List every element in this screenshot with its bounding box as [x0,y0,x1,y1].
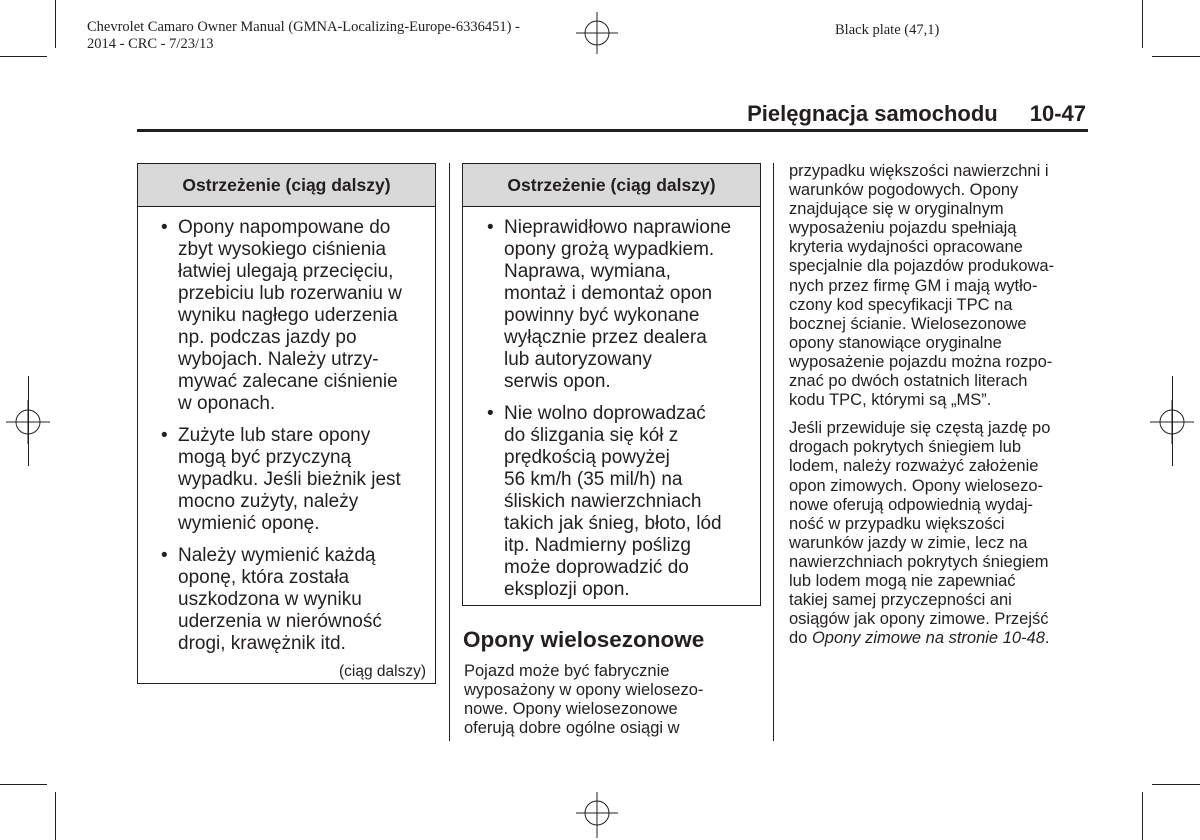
column-divider [449,163,450,741]
print-header-line-2: 2014 - CRC - 7/23/13 [87,36,214,52]
warning-list [178,217,435,655]
crop-mark [0,784,47,785]
page-title-row [747,101,1086,127]
crop-mark [0,56,47,57]
warning-bullet: • Zużyte lub stare opony mogą być przyczyną wypadku. Jeśli bieżnik jest mocno zużyty, należy wymienić oponę. [178,425,435,535]
warning-heading: Ostrzeżenie (ciąg dalszy) [463,164,760,207]
warning-bullet: • Należy wymienić każdą oponę, która została uszkodzona w wyniku uderzenia w nierówność drogi, krawężnik itd. [178,545,435,655]
print-header-line-1: Chevrolet Camaro Owner Manual (GMNA-Localizing-Europe-6336451) - [87,19,520,35]
title-rule [137,129,1088,132]
crop-mark [1152,56,1200,57]
crop-mark [55,792,56,840]
warning-bullet: • Nieprawidłowo naprawione opony grożą wypadkiem. Naprawa, wymiana, montaż i demontaż opon powinny być wykonane wyłącznie przez dealera lub autoryzowany serwis opon. [504,217,760,393]
print-header-left [87,19,520,53]
crop-mark [1152,784,1200,785]
registration-mark-icon [576,12,618,54]
continued-note: (ciąg dalszy) [339,663,426,680]
cross-reference-link[interactable]: Opony zimowe na stronie 10-48 [811,629,1045,648]
column-3-text [789,162,1089,657]
warning-bullet: • Opony napompowane do zbyt wysokiego ciśnienia łatwiej ulegają przecięciu, przebiciu lub rozerwaniu w wyniku nagłego uderzenia np. podczas jazdy po wybojach. Należy utrzy- mywać zalecane ciśnienie w oponach. [178,217,435,415]
paragraph: przypadku większości nawierzchni i warunków pogodowych. Opony znajdujące się w oryginalnym wyposażeniu pojazdu spełniają kryteria wydajności opracowane specjalnie dla pojazdów produkowa- nych przez firmę GM i mają wytło- czony kod specyfikacji TPC na bocznej ścianie. Wielosezonowe opony stanowiące oryginalne wyposażenie pojazdu można rozpo- znać po dwóch ostatnich literach kodu TPC, którymi są „MS”. [789,162,1055,410]
section-heading: Opony wielosezonowe [463,627,705,652]
crop-mark [1142,792,1143,840]
crop-mark [1142,0,1143,48]
column-divider [773,163,774,741]
crop-mark [55,0,56,48]
warning-box-1 [137,163,436,684]
section-paragraph: Pojazd może być fabrycznie wyposażony w opony wielosezo- nowe. Opony wielosezonowe oferują dobre ogólne osiągi w [464,662,704,738]
warning-list [504,217,760,601]
paragraph: Jeśli przewiduje się częstą jazdę po drogach pokrytych śniegiem lub lodem, należy rozważyć założenie opon zimowych. Opony wielosezo- nowe oferują odpowiednią wydaj- ność w przypadku większości warunków jazdy w zimie, lecz na nawierzchniach pokrytych śniegiem lub lodem mogą nie zapewniać takiej samej przyczepności ani osiągów jak opony zimowe. Przejść do Opony zimowe na stronie 10-48. [789,419,1051,648]
warning-heading: Ostrzeżenie (ciąg dalszy) [138,164,435,207]
warning-bullet: • Nie wolno doprowadzać do ślizgania się kół z prędkością powyżej 56 km/h (35 mil/h) na śliskich nawierzchniach takich jak śnieg, błoto, lód itp. Nadmierny poślizg może doprowadzić do eksplozji opon. [504,403,760,601]
registration-mark-icon [576,792,618,838]
warning-box-2 [462,163,761,606]
crop-mark [1172,376,1173,466]
section-title: Pielęgnacja samochodu [747,101,998,126]
page-number: 10-47 [1029,101,1086,126]
crop-mark [28,376,29,466]
print-header-right: Black plate (47,1) [835,22,940,38]
